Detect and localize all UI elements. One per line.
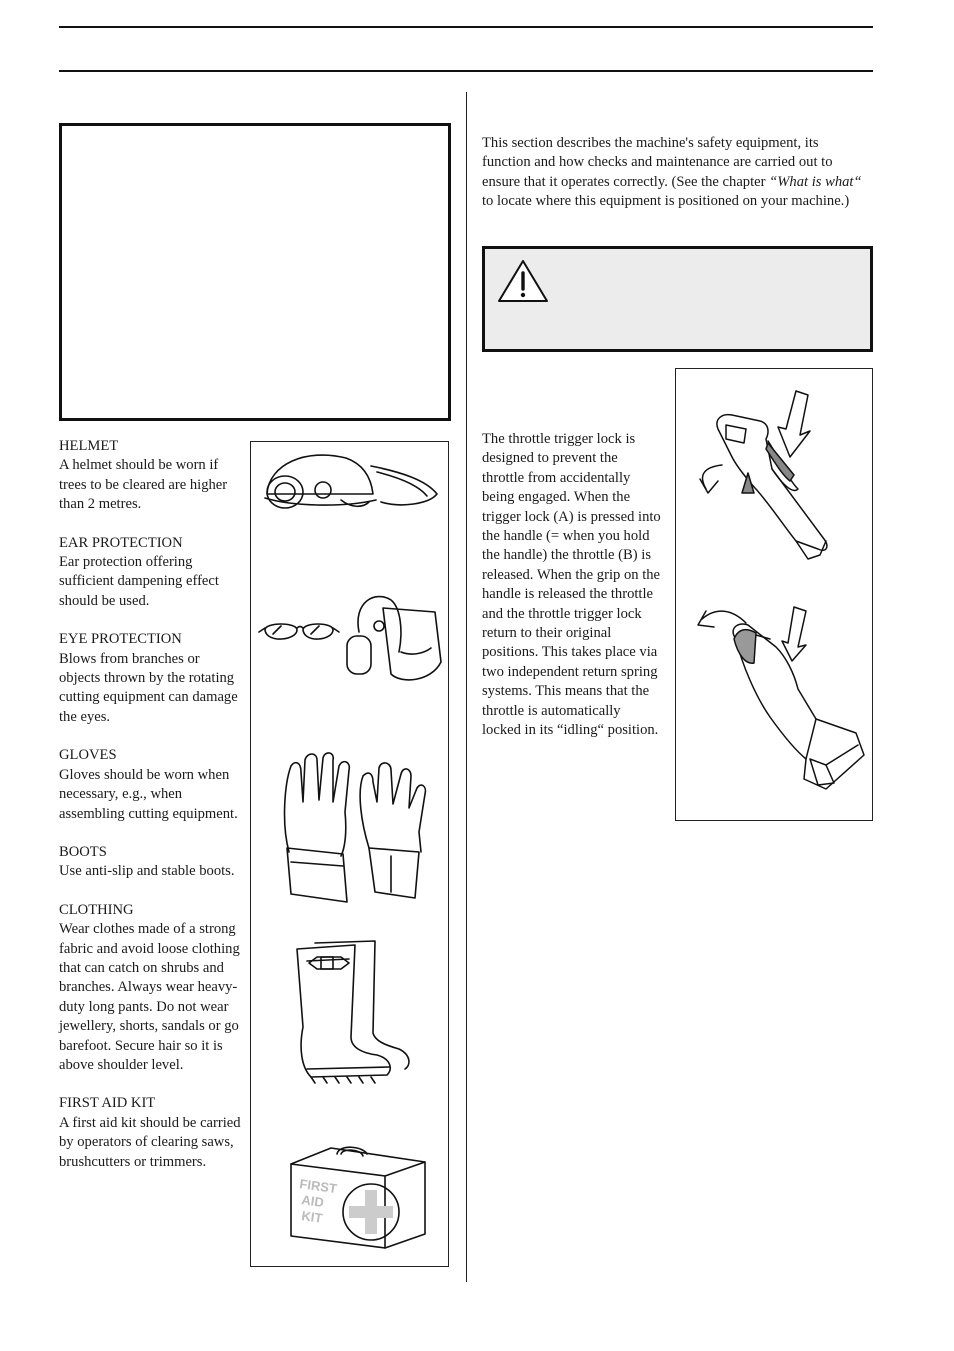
ppe-title: CLOTHING [59, 901, 134, 918]
ppe-item-gloves [59, 746, 241, 824]
safety-glasses-illustration [259, 624, 339, 639]
ear-protection-illustration [347, 597, 441, 680]
ppe-description: Ear protection offering sufficient dampening effect should be used. [59, 554, 219, 609]
ppe-illustrations-frame [250, 441, 449, 1267]
kit-label-line: AID [300, 1192, 325, 1211]
top-rule [59, 26, 873, 28]
helmet-illustration [265, 455, 437, 508]
ppe-description: Wear clothes made of a strong fabric and avoid loose clothing that can catch on shrubs and branches. Always wear heavy-duty long pants. Do not wear jewellery, shorts, sandals or go barefoot. Secure hair so it is above shoulder level. [59, 921, 240, 1073]
first-aid-kit-illustration [291, 1147, 425, 1248]
throttle-lock-illustration-frame [675, 368, 873, 821]
ppe-title: BOOTS [59, 843, 107, 860]
column-divider [466, 92, 467, 1282]
header-rule [59, 70, 873, 72]
ppe-description: Blows from branches or objects thrown by the rotating cutting equipment can damage the eyes. [59, 650, 238, 725]
ppe-description: Use anti-slip and stable boots. [59, 863, 235, 880]
gloves-illustration [285, 753, 426, 902]
ppe-title: GLOVES [59, 747, 117, 764]
throttle-lock-description: The throttle trigger lock is designed to prevent the throttle from accidentally being engaged. When the trigger lock (A) is pressed into the handle (= when you hold the handle) the throttle (B) is released. When the grip on the handle is released the throttle and the throttle trigger lock return to their original positions. This takes place via two independent return spring systems. This means that the throttle is automatically locked in its “idling“ position. [482, 431, 661, 739]
ppe-item-boots [59, 843, 241, 882]
ppe-title: EYE PROTECTION [59, 631, 182, 648]
warning-triangle-icon [497, 257, 553, 305]
ppe-title: HELMET [59, 438, 119, 454]
ppe-description: Gloves should be worn when necessary, e.g., when assembling cutting equipment. [59, 766, 238, 822]
ppe-item-clothing [59, 901, 241, 1076]
ppe-item-eye-protection [59, 630, 241, 727]
kit-label-line: KIT [300, 1208, 324, 1226]
intro-chapter-ref: “What is what“ [769, 173, 862, 190]
warning-box [482, 246, 873, 352]
ppe-description: A helmet should be worn if trees to be cleared are higher than 2 metres. [59, 457, 228, 513]
intro-paragraph [482, 134, 867, 212]
ppe-description: A first aid kit should be carried by operators of clearing saws, brushcutters or trimmers. [59, 1114, 241, 1170]
empty-framed-box [59, 123, 451, 421]
ppe-list [59, 437, 241, 1191]
boots-illustration [297, 941, 409, 1083]
intro-text: This section describes the machine's safety equipment, its function and how checks and maintenance are carried out to ensure that it operates correctly. (See the chapter [482, 135, 833, 190]
intro-text-end: to locate where this equipment is positioned on your machine.) [482, 193, 850, 210]
ppe-item-helmet [59, 437, 241, 515]
ppe-title: FIRST AID KIT [59, 1095, 156, 1112]
throttle-handle-top-illustration [700, 391, 827, 559]
throttle-handle-bottom-illustration [698, 607, 864, 789]
ppe-item-first-aid-kit [59, 1094, 241, 1172]
kit-label-line: FIRST [298, 1176, 338, 1197]
ppe-item-ear-protection [59, 534, 241, 612]
ppe-title: EAR PROTECTION [59, 534, 183, 551]
